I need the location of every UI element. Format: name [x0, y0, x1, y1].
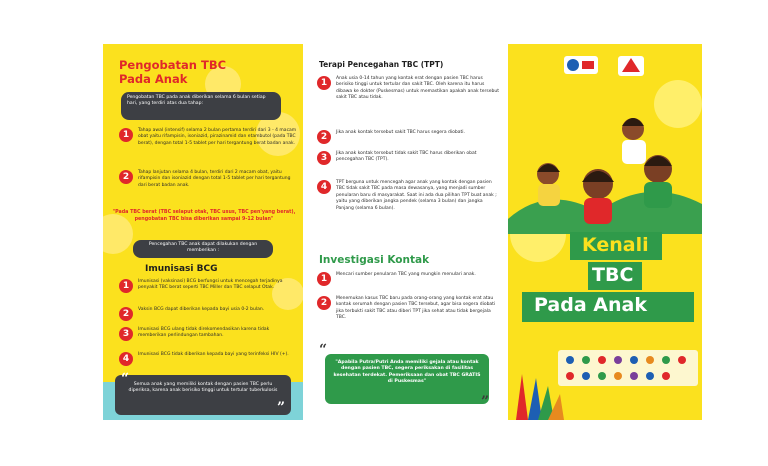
bcg-text: Vaksin BCG dapat diberikan kepada bayi usia 0-2 bulan.: [138, 307, 265, 312]
cover-title-line3: Pada Anak: [534, 294, 647, 316]
treatment-step: [119, 170, 297, 189]
bcg-item: [119, 352, 297, 366]
bcg-item: [119, 327, 297, 341]
panel-prevention-therapy: [303, 44, 508, 420]
bcg-item: [119, 279, 297, 293]
tpt-item: [317, 180, 501, 212]
investigation-text: Menemukan kasus TBC baru pada orang-orang yang kontak erat atau kontak serumah dengan pasien TBC tersebut, agar bisa segera diobati jika terbukti sakit TBC atau diberi TPT jika sehat atau tidak bergejala TBC.: [336, 296, 496, 321]
tpt-item: [317, 151, 501, 165]
tpt-item: [317, 76, 501, 102]
bcg-number: 4: [119, 352, 133, 366]
quote-open-mark: “: [121, 371, 130, 387]
contact-quote: Semua anak yang memiliki kontak dengan pasien TBC perlu diperiksa, karena anak berisiko tinggi untuk tertular tuberkulosis: [128, 382, 278, 394]
step-number: 2: [119, 170, 133, 184]
tpt-text: Jika anak kontak tersebut tidak sakit TBC harus diberikan obat pencegahan TBC (TPT).: [336, 151, 477, 163]
bcg-number: 1: [119, 279, 133, 293]
checkup-quote: "Apabila Putra/Putri Anda memiliki gejala atau kontak dengan pasien TBC, segera periksakan di fasilitas kesehatan terdekat. Pemeriksaan dan obat TBC GRATIS di Puskesmas": [333, 360, 481, 385]
tpt-text: Jika anak kontak tersebut sakit TBC harus segera diobati.: [336, 130, 465, 135]
quote-close-mark: ”: [481, 394, 490, 410]
investigation-item: [317, 272, 501, 286]
prevention-intro: Pencegahan TBC anak dapat dilakukan dengan memberikan :: [133, 240, 273, 258]
treatment-title-line2: Pada Anak: [119, 72, 188, 86]
panel-cover: [508, 44, 702, 420]
bcg-item: [119, 307, 297, 321]
investigation-number: 2: [317, 296, 331, 310]
investigation-number: 1: [317, 272, 331, 286]
severe-tbc-note: "Pada TBC berat (TBC selaput otak, TBC usus, TBC pen'yang berat), pengobatan TBC bisa diberikan sampai 9-12 bulan": [112, 210, 296, 222]
investigation-item: [317, 296, 501, 322]
tpt-number: 1: [317, 76, 331, 90]
quote-open-mark: “: [319, 342, 328, 358]
bcg-number: 3: [119, 327, 133, 341]
tpt-number: 3: [317, 151, 331, 165]
bcg-text: Imunisasi (vaksinasi) BCG berfungsi untuk mencegah terjadinya penyakit TBC berat seperti TBC Miller dan TBC selaput Otak.: [138, 279, 283, 291]
bcg-text: Imunisasi BCG tidak diberikan kepada bayi yang terinfeksi HIV (+).: [138, 352, 289, 357]
panel-treatment: [103, 44, 303, 420]
tpt-number: 4: [317, 180, 331, 194]
step-number: 1: [119, 128, 133, 142]
tpt-text: TPT berguna untuk mencegah agar anak yang kontak dengan pasien TBC tidak sakit TBC pada masa dewasanya, yang menjadi sumber penularan baru di masyarakat. Saat ini ada dua pilihan TPT buat anak ; yaitu yang diberikan jangka pendek (selama 3 bulan) dan jangka Panjang (selama 6 bulan).: [336, 180, 497, 211]
step-text: Tahap lanjutan selama 4 bulan, terdiri dari 2 macam obat, yaitu rifampisin dan isoniazid dengan total 1-5 tablet per hari tergantung dari berat badan anak.: [138, 170, 291, 188]
tpt-text: Anak usia 0-14 tahun yang kontak erat dengan pasien TBC harus berisiko tinggi untuk tertular dan sakit TBC. Oleh karena itu harus dibawa ke dokter (Puskesmas) untuk memastikan apakah anak tersebut sakit TBC atau tidak.: [336, 76, 499, 101]
quote-close-mark: ”: [277, 400, 286, 416]
bcg-number: 2: [119, 307, 133, 321]
treatment-title-line1: Pengobatan TBC: [119, 58, 227, 72]
investigation-text: Mencari sumber penularan TBC yang mungkin menulari anak.: [336, 272, 476, 277]
bcg-text: Imunisasi BCG ulang tidak direkomendasikan karena tidak memberikan perlindungan tambahan.: [138, 327, 270, 339]
tpt-item: [317, 130, 501, 144]
investigation-subtitle: Investigasi Kontak: [319, 254, 430, 266]
cover-title-line1: Kenali: [582, 234, 649, 256]
treatment-step: [119, 128, 297, 147]
cover-title-line2: TBC: [592, 264, 634, 286]
tpt-number: 2: [317, 130, 331, 144]
treatment-intro: Pengobatan TBC pada anak diberikan selama 6 bulan setiap hari, yang terdiri atas dua tahap:: [121, 92, 281, 120]
tpt-title: Terapi Pencegahan TBC (TPT): [319, 60, 444, 69]
bcg-subtitle: Imunisasi BCG: [145, 264, 218, 274]
contact-quote-box: [115, 375, 291, 415]
step-text: Tahap awal (intensif) selama 2 bulan pertama terdiri dari 3 - 4 macam obat yaitu rifampisin, isoniazid, pirazinamid dan etambutol (pada TBC berat), dengan total 1-5 tablet per hari tergantung berat badan anak.: [138, 128, 297, 146]
